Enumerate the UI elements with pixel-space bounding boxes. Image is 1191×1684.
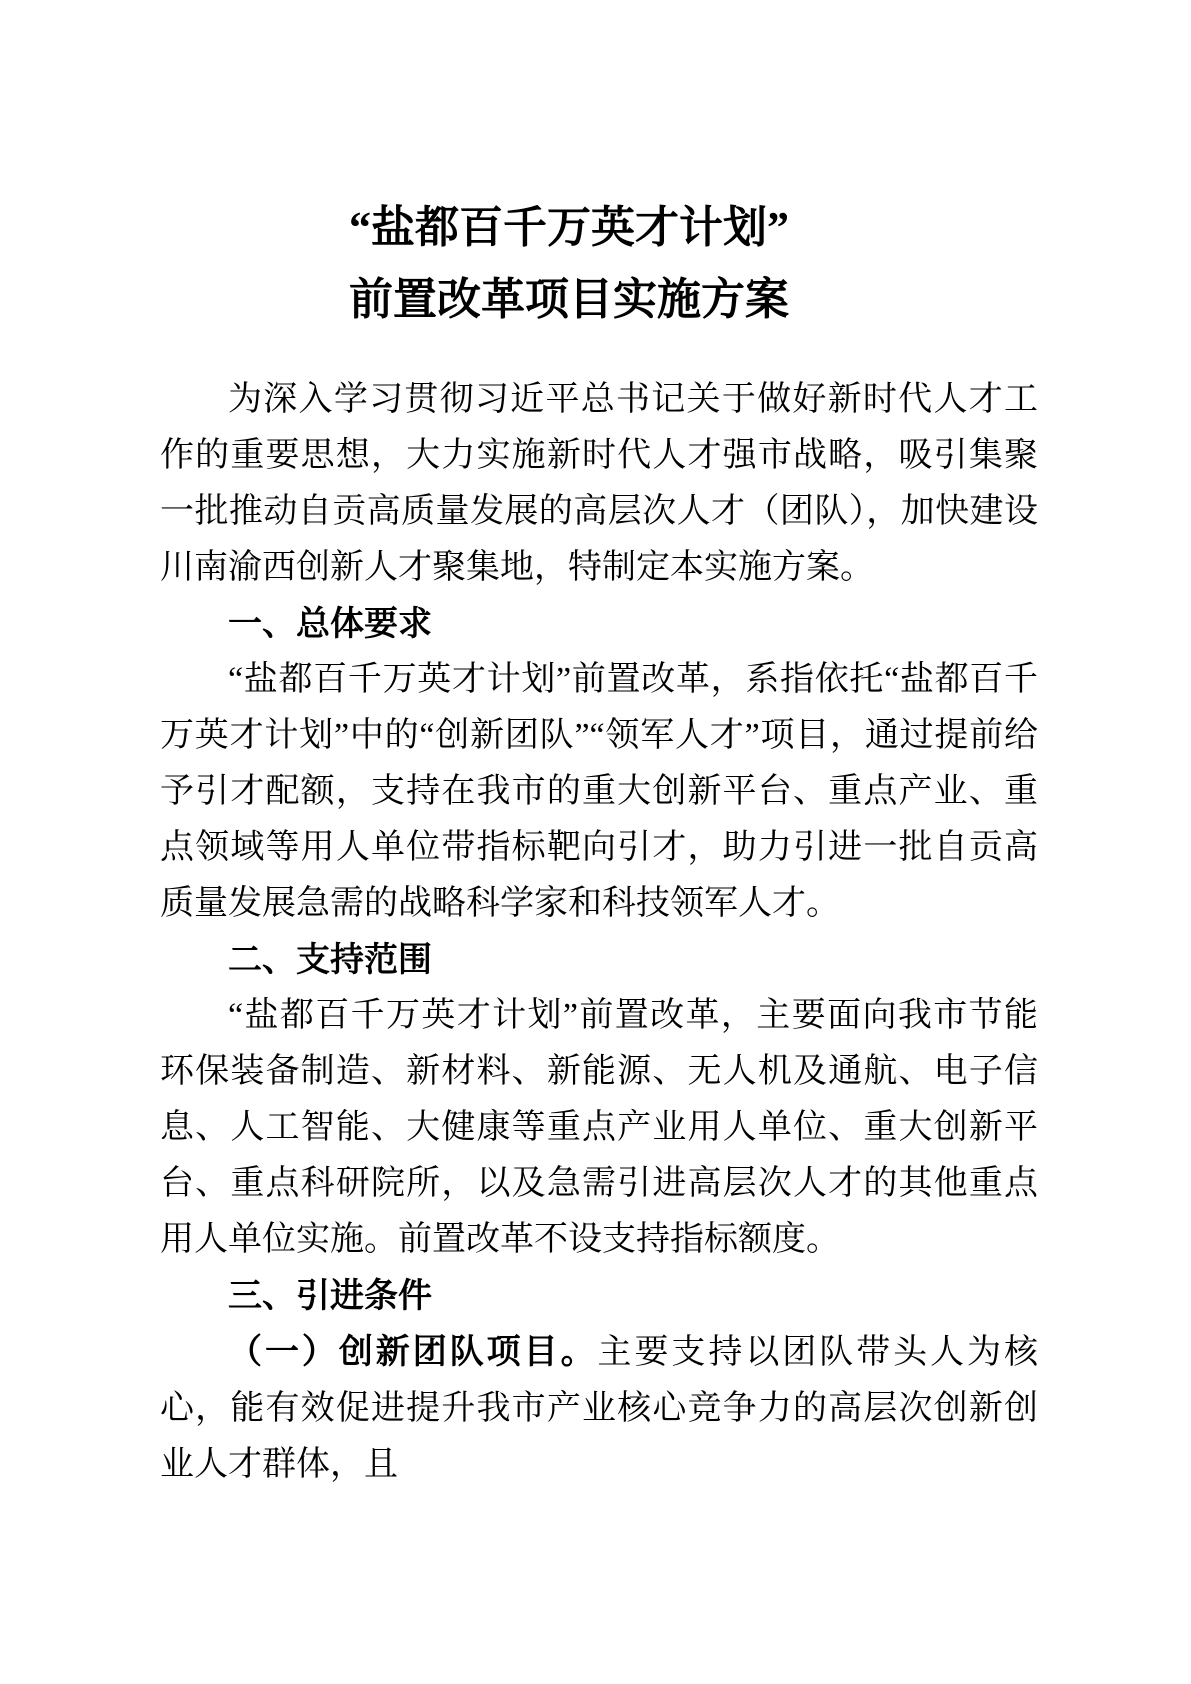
document-title [160,192,1038,336]
section-1-body: “盐都百千万英才计划”前置改革，系指依托“盐都百千万英才计划”中的“创新团队”“领军人才”项目，通过提前给予引才配额，支持在我市的重大创新平台、重点产业、重点领域等用人单位带指标靶向引才，助力引进一批自贡高质量发展急需的战略科学家和科技领军人才。 [160,661,1038,922]
section-3-item-1 [160,1324,1038,1493]
document-title-line2: 前置改革项目实施方案 [349,275,789,324]
section-heading-1: 一、总体要求 [228,605,432,643]
paragraph-intro: 为深入学习贯彻习近平总书记关于做好新时代人才工作的重要思想，大力实施新时代人才强市战略，吸引集聚一批推动自贡高质量发展的高层次人才（团队），加快建设川南渝西创新人才聚集地，特制定本实施方案。 [160,381,1038,586]
section-2-body: “盐都百千万英才计划”前置改革，主要面向我市节能环保装备制造、新材料、新能源、无人机及通航、电子信息、人工智能、大健康等重点产业用人单位、重大创新平台、重点科研院所，以及急需引进高层次人才的其他重点用人单位实施。前置改革不设支持指标额度。 [160,997,1038,1258]
section-heading-2: 二、支持范围 [228,941,432,979]
section-3-item-1-body: 主要支持以团队带头人为核心，能有效促进提升我市产业核心竞争力的高层次创新创业人才群体，且 [160,1334,1039,1483]
section-heading-3: 三、引进条件 [228,1277,432,1315]
section-3-item-1-lead: （一）创新团队项目。 [228,1333,598,1371]
document-title-line1: “盐都百千万英才计划” [349,203,789,252]
